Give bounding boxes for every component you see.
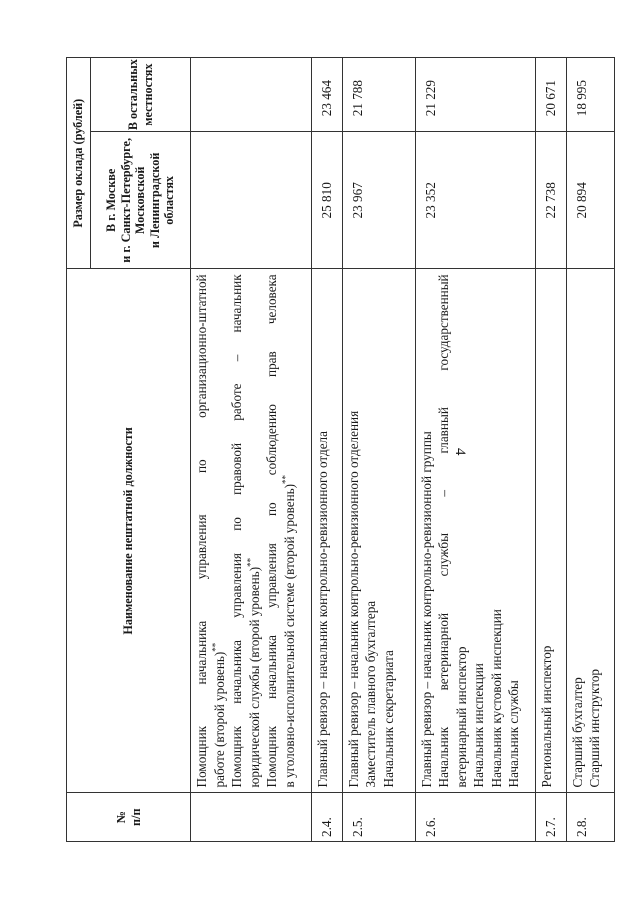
row-number: 2.4.	[312, 793, 343, 842]
position-title-text: в уголовно-исполнительной системе (второй уровень)	[281, 483, 297, 788]
position-title-text: Начальник ветеринарной службы – главный государственный	[436, 274, 452, 788]
salary-other-localities: 21 229	[415, 58, 535, 132]
position-title-text: ветеринарный инспектор	[453, 646, 469, 788]
position-title	[453, 274, 471, 787]
row-number: 2.8.	[566, 793, 614, 842]
salary-other-localities	[191, 58, 312, 132]
position-title-text: Начальник инспекции	[471, 663, 487, 788]
header-salary-group: Размер оклада (рублей)	[67, 58, 91, 269]
position-title	[246, 274, 264, 787]
position-title	[345, 274, 363, 787]
position-title	[281, 274, 299, 787]
position-title	[193, 274, 211, 787]
table-row	[415, 58, 535, 842]
header-moscow-spb: В г. Москве и г. Санкт-Петербурге, Московской и Ленинградской областях	[91, 132, 191, 269]
table-body	[191, 58, 615, 842]
position-title-text: Начальник кустовой инспекции	[488, 609, 504, 788]
position-title-text: Региональный инспектор	[538, 645, 554, 788]
position-title-text: Начальник службы	[506, 680, 522, 788]
salary-moscow-spb: 23 967	[342, 132, 415, 269]
salary-table-container	[66, 57, 615, 842]
position-title	[586, 274, 604, 787]
position-titles	[535, 269, 566, 793]
position-title	[470, 274, 488, 787]
position-title-text: Помощник начальника управления по правовой работе – начальник	[229, 274, 245, 788]
position-title	[505, 274, 523, 787]
salary-other-localities: 23 464	[312, 58, 343, 132]
row-number: 2.7.	[535, 793, 566, 842]
salary-moscow-spb: 20 894	[566, 132, 614, 269]
table-row	[342, 58, 415, 842]
position-title-text: Помощник начальника управления по организационно-штатной	[194, 274, 209, 788]
position-title	[314, 274, 332, 787]
position-title-text: Старший инструктор	[587, 668, 603, 788]
row-number	[191, 793, 312, 842]
position-titles	[415, 269, 535, 793]
salary-moscow-spb: 22 738	[535, 132, 566, 269]
position-title	[569, 274, 587, 787]
table-row	[535, 58, 566, 842]
position-title-text: Начальник секретариата	[381, 650, 397, 788]
position-title	[228, 274, 246, 787]
table-row	[191, 58, 312, 842]
row-number: 2.5.	[342, 793, 415, 842]
position-title	[418, 274, 436, 787]
footnote-marker: **	[245, 557, 256, 567]
position-titles	[566, 269, 614, 793]
position-titles	[191, 269, 312, 793]
salary-moscow-spb: 23 352	[415, 132, 535, 269]
position-title-text: Главный ревизор – начальник контрольно-ревизионного отделения	[345, 410, 361, 788]
position-title	[435, 274, 453, 787]
salary-other-localities: 20 671	[535, 58, 566, 132]
page-number: 4	[452, 448, 468, 456]
position-titles	[312, 269, 343, 793]
position-title	[362, 274, 380, 787]
footnote-marker: **	[210, 642, 221, 652]
position-title	[263, 274, 281, 787]
position-titles	[342, 269, 415, 793]
position-title-text: Старший бухгалтер	[569, 677, 585, 788]
header-position-title: Наименование нештатной должности	[67, 269, 191, 793]
table-row	[566, 58, 614, 842]
position-title-text: Главный ревизор – начальник контрольно-ревизионного отдела	[315, 431, 331, 788]
position-title-text: работе (второй уровень)	[211, 651, 227, 788]
position-title-text: Заместитель главного бухгалтера	[363, 600, 379, 788]
position-title	[380, 274, 398, 787]
row-number: 2.6.	[415, 793, 535, 842]
position-title	[538, 274, 556, 787]
position-title	[211, 274, 229, 787]
position-title	[488, 274, 506, 787]
header-number: № п/п	[67, 793, 191, 842]
salary-table	[66, 57, 615, 842]
position-title-text: Главный ревизор – начальник контрольно-ревизионной группы	[418, 431, 434, 788]
table-row	[312, 58, 343, 842]
header-other-localities: В остальных местностях	[91, 58, 191, 132]
position-title-text: юридической службы (второй уровень)	[246, 566, 262, 788]
salary-moscow-spb	[191, 132, 312, 269]
salary-moscow-spb: 25 810	[312, 132, 343, 269]
footnote-marker: **	[280, 474, 291, 484]
salary-other-localities: 18 995	[566, 58, 614, 132]
salary-other-localities: 21 788	[342, 58, 415, 132]
position-title-text: Помощник начальника управления по соблюдению прав человека	[264, 274, 280, 788]
